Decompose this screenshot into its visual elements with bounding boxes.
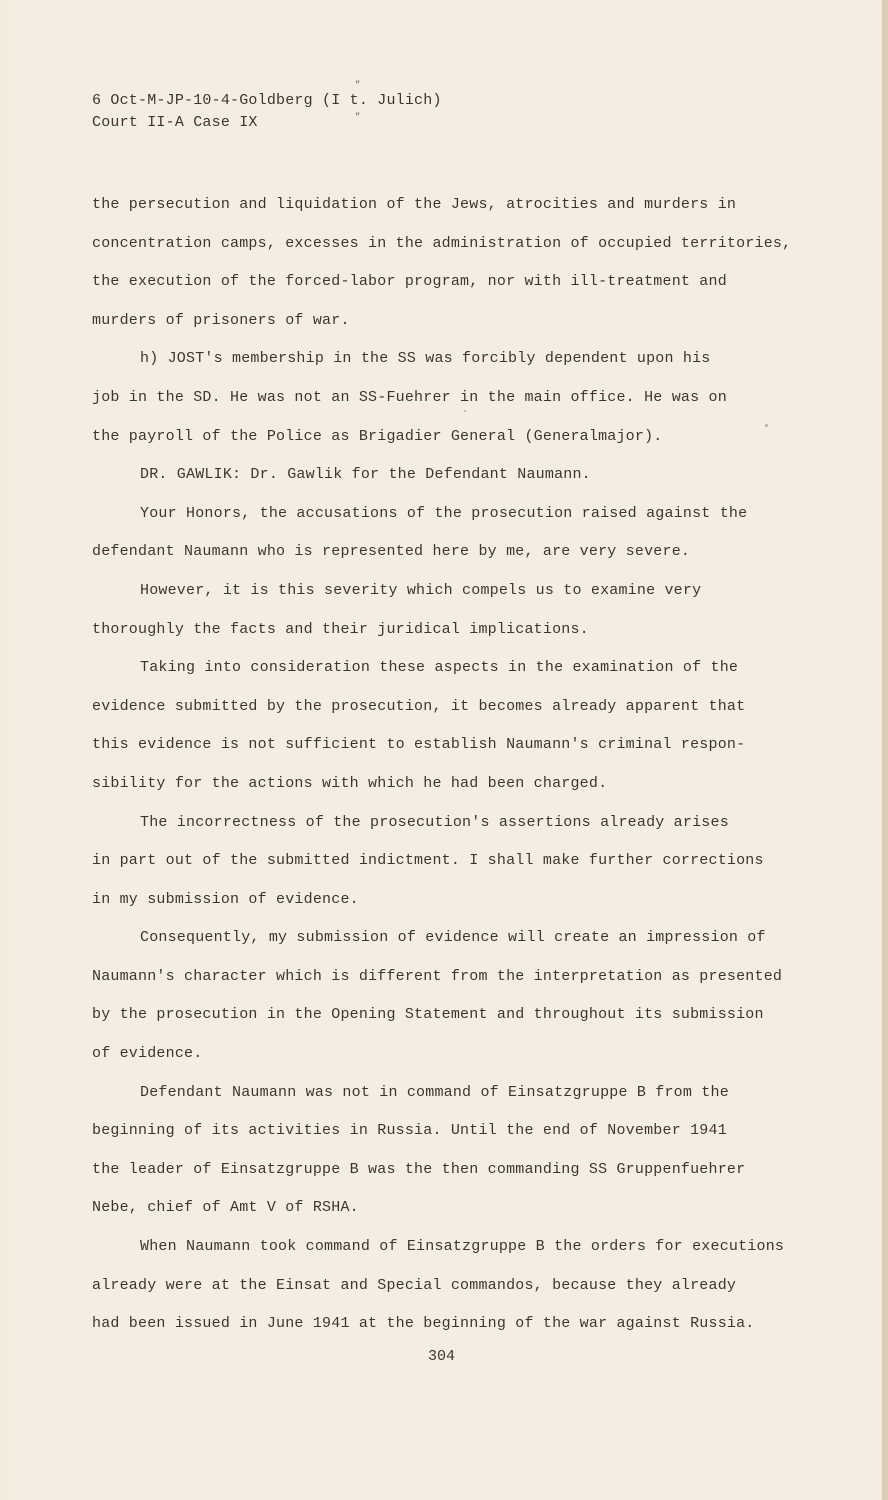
document-header	[92, 90, 442, 134]
body-line: Consequently, my submission of evidence will create an impression of	[140, 929, 766, 947]
body-line: thoroughly the facts and their juridical implications.	[92, 620, 589, 638]
body-line: Your Honors, the accusations of the prosecution raised against the	[140, 504, 748, 522]
body-line: the payroll of the Police as Brigadier General (Generalmajor).	[92, 427, 663, 445]
body-line: However, it is this severity which compels us to examine very	[140, 581, 702, 599]
body-line: in part out of the submitted indictment. I shall make further corrections	[92, 852, 764, 870]
document-body	[92, 186, 832, 1344]
body-line: in my submission of evidence.	[92, 890, 359, 908]
body-line: Taking into consideration these aspects in the examination of the	[140, 659, 739, 677]
header-line-2: Court II-A Case IX	[92, 114, 258, 131]
body-line: evidence submitted by the prosecution, it becomes already apparent that	[92, 697, 746, 715]
body-line: sibility for the actions with which he had been charged.	[92, 774, 608, 792]
umlaut-mark: "	[355, 112, 361, 122]
page-number: 304	[428, 1348, 456, 1365]
umlaut-mark: "	[355, 80, 361, 90]
header-line-1: 6 Oct-M-JP-10-4-Goldberg (I t. Julich)	[92, 92, 442, 109]
body-line: beginning of its activities in Russia. Until the end of November 1941	[92, 1122, 727, 1140]
body-line: job in the SD. He was not an SS-Fuehrer in the main office. He was on	[92, 388, 727, 406]
body-line: had been issued in June 1941 at the beginning of the war against Russia.	[92, 1315, 755, 1333]
body-line: Naumann's character which is different from the interpretation as presented	[92, 967, 783, 985]
body-line: When Naumann took command of Einsatzgruppe B the orders for executions	[140, 1238, 785, 1256]
body-line: the persecution and liquidation of the Jews, atrocities and murders in	[92, 196, 737, 213]
body-line: the leader of Einsatzgruppe B was the then commanding SS Gruppenfuehrer	[92, 1160, 746, 1178]
body-line: murders of prisoners of war.	[92, 311, 350, 329]
body-line: the execution of the forced-labor program, nor with ill-treatment and	[92, 273, 727, 291]
body-line: this evidence is not sufficient to establish Naumann's criminal respon-	[92, 736, 746, 754]
body-line: Defendant Naumann was not in command of Einsatzgruppe B from the	[140, 1083, 729, 1101]
body-line: by the prosecution in the Opening Statement and throughout its submission	[92, 1006, 764, 1024]
body-line: h) JOST's membership in the SS was forcibly dependent upon his	[140, 350, 711, 368]
paper-sheet	[8, 0, 878, 1500]
body-line: Nebe, chief of Amt V of RSHA.	[92, 1199, 359, 1217]
body-line: concentration camps, excesses in the administration of occupied territories,	[92, 234, 792, 252]
paper-speck	[765, 424, 768, 427]
paper-speck	[464, 410, 466, 412]
body-line: of evidence.	[92, 1045, 203, 1063]
body-line: defendant Naumann who is represented here by me, are very severe.	[92, 543, 691, 561]
body-line: The incorrectness of the prosecution's assertions already arises	[140, 813, 729, 831]
body-line: DR. GAWLIK: Dr. Gawlik for the Defendant Naumann.	[140, 466, 591, 484]
body-line: already were at the Einsat and Special commandos, because they already	[92, 1276, 737, 1294]
